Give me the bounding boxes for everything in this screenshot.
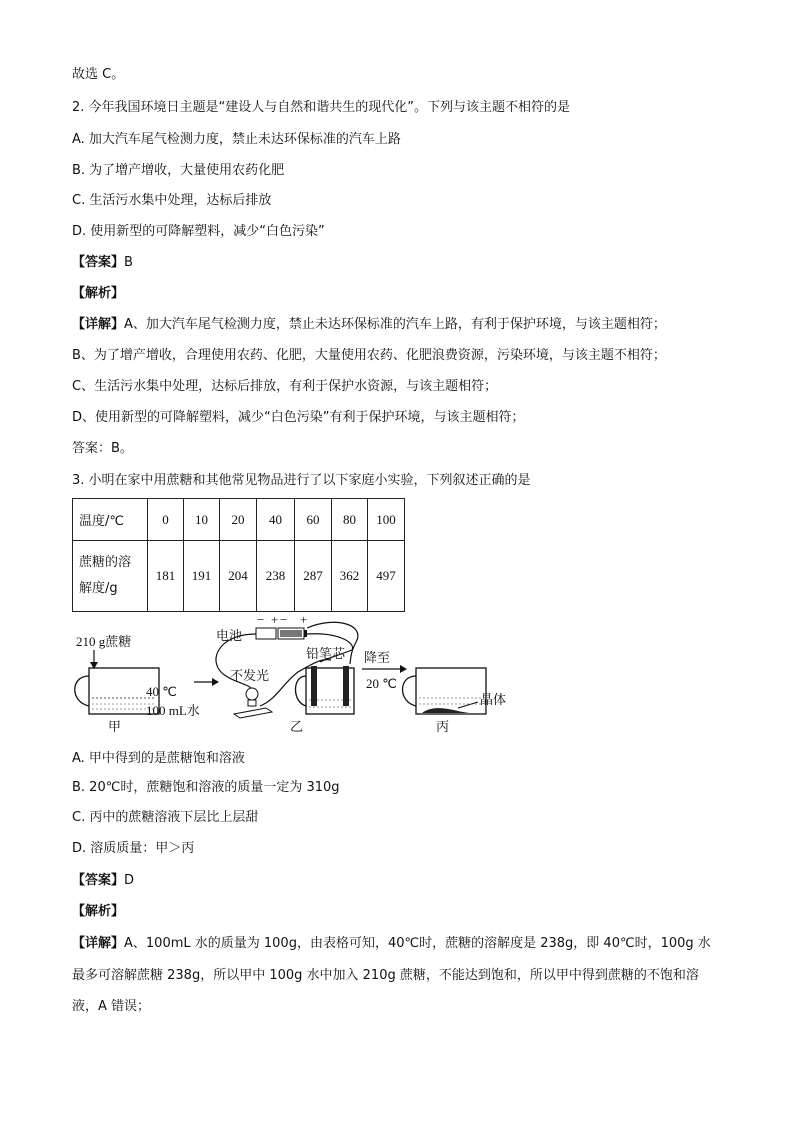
detail-text: A、加大汽车尾气检测力度，禁止未达环保标准的汽车上路，有利于保护环境，与该主题相符；: [124, 317, 666, 332]
question-2-analysis-tag: 【解析】: [72, 286, 125, 301]
battery-sign: −: [280, 614, 288, 627]
question-3-detail-2: 最多可溶解蔗糖 238g，所以甲中 100g 水中加入 210g 蔗糖，不能达到饱和，所以甲中得到蔗糖的不饱和溶: [72, 968, 699, 983]
label-yi: 乙: [290, 720, 304, 735]
label-bing: 丙: [436, 720, 450, 735]
table-header-temperature: 温度/℃: [73, 499, 148, 541]
question-2-detail-3: C、生活污水集中处理，达标后排放，有利于保护水资源，与该主题相符；: [72, 379, 498, 394]
question-2-detail-5: 答案：B。: [72, 441, 133, 456]
question-3-analysis-tag: 【解析】: [72, 904, 125, 919]
battery-sign: +: [271, 614, 279, 627]
question-3-answer: [72, 872, 134, 890]
label-jia: 甲: [108, 720, 122, 735]
question-2-option-a: A. 加大汽车尾气检测力度，禁止未达环保标准的汽车上路: [72, 132, 401, 147]
question-3-option-b: B. 20℃时，蔗糖饱和溶液的质量一定为 310g: [72, 780, 340, 795]
detail-text: A、100mL 水的质量为 100g，由表格可知，40℃时，蔗糖的溶解度是 238g，即 40℃时，100g 水: [124, 936, 711, 951]
table-row: [73, 499, 405, 541]
question-3-option-c: C. 丙中的蔗糖溶液下层比上层甜: [72, 810, 259, 825]
table-row: [73, 541, 405, 612]
detail-tag: 【详解】: [72, 936, 125, 951]
table-cell: 204: [220, 541, 257, 612]
crystal-label: 晶体: [480, 693, 507, 708]
table-cell: 191: [184, 541, 220, 612]
table-cell: 60: [295, 499, 332, 541]
crystal-deposit: [422, 708, 472, 713]
question-2-detail-2: B、为了增产增收，合理使用农药、化肥，大量使用农药、化肥浪费资源，污染环境，与该主题不相符；: [72, 348, 666, 363]
temp-label: 40 ℃: [146, 684, 177, 699]
arrow-to-yi-head: [212, 678, 219, 686]
solubility-table: [72, 498, 405, 612]
battery-label: 电池: [216, 629, 243, 644]
table-header-solubility: [73, 541, 148, 612]
question-2-option-d: D. 使用新型的可降解塑料，减少“白色污染”: [72, 224, 325, 239]
cool-label-1: 降至: [364, 651, 391, 666]
answer-value: D: [124, 873, 135, 888]
wire-bulb: [260, 660, 331, 706]
table-cell: 40: [257, 499, 295, 541]
question-3-option-a: A. 甲中得到的是蔗糖饱和溶液: [72, 751, 245, 766]
question-2-option-b: B. 为了增产增收，大量使用农药化肥: [72, 163, 285, 178]
water-label: 100 mL水: [146, 703, 200, 718]
battery-sign: +: [300, 614, 308, 627]
table-cell: 10: [184, 499, 220, 541]
cool-label-2: 20 ℃: [366, 676, 397, 691]
answer-tag: 【答案】: [72, 873, 125, 888]
question-3-detail-3: 液，A 错误；: [72, 999, 151, 1014]
battery-icon: [256, 628, 307, 639]
line-conclusion: 故选 C。: [72, 67, 125, 82]
answer-tag: 【答案】: [72, 255, 125, 270]
question-2-answer: [72, 254, 133, 272]
question-3-option-d: D. 溶质质量：甲＞丙: [72, 841, 195, 856]
table-cell: 20: [220, 499, 257, 541]
experiment-figure: [66, 614, 536, 736]
battery-sign: −: [257, 614, 265, 627]
table-cell: 181: [148, 541, 184, 612]
question-2-option-c: C. 生活污水集中处理，达标后排放: [72, 193, 272, 208]
table-cell: 0: [148, 499, 184, 541]
question-3-detail-1: [72, 935, 711, 953]
crystal-pointer: [458, 702, 478, 708]
table-cell: 100: [368, 499, 405, 541]
table-cell: 80: [332, 499, 368, 541]
question-2-detail-4: D、使用新型的可降解塑料，减少“白色污染”有利于保护环境，与该主题相符；: [72, 410, 525, 425]
table-cell: 362: [332, 541, 368, 612]
answer-value: B: [124, 255, 133, 270]
detail-tag: 【详解】: [72, 317, 125, 332]
no-light-label: 不发光: [230, 669, 270, 684]
arrow-to-bing-head: [400, 665, 407, 673]
question-3-stem: 3. 小明在家中用蔗糖和其他常见物品进行了以下家庭小实验，下列叙述正确的是: [72, 473, 531, 488]
question-2-stem: 2. 今年我国环境日主题是“建设人与自然和谐共生的现代化”。下列与该主题不相符的是: [72, 100, 571, 115]
pencil-label: 铅笔芯: [306, 647, 346, 662]
table-cell: 497: [368, 541, 405, 612]
header-line-1: 蔗糖的溶: [79, 555, 132, 570]
cup-bing: [403, 668, 487, 714]
sugar-label: 210 g蔗糖: [76, 634, 132, 649]
header-line-2: 解度/g: [79, 581, 118, 596]
table-cell: 238: [257, 541, 295, 612]
question-2-detail-1: [72, 316, 666, 334]
table-cell: 287: [295, 541, 332, 612]
